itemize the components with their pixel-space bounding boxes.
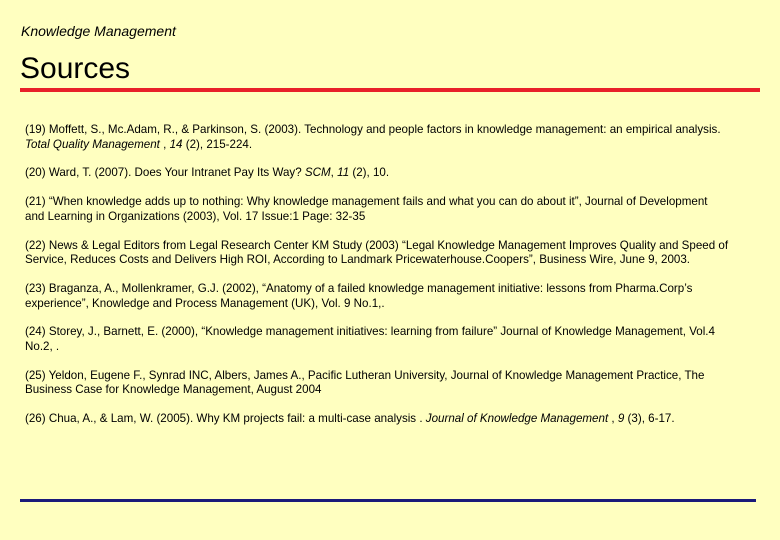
reference-text: (24) Storey, J., Barnett, E. (2000), “Knowledge management initiatives: learning from failure” Journal of Knowledge Management, Vol.4 No.2, .: [25, 325, 715, 353]
reference-item: [25, 325, 730, 354]
reference-italic-text: SCM: [304, 166, 331, 180]
reference-text: ,: [608, 412, 618, 426]
reference-italic-text: 14: [169, 137, 183, 151]
reference-text: (19) Moffett, S., Mc.Adam, R., & Parkinson, S. (2003). Technology and people factors in knowledge management: an empirical analysis.: [25, 123, 721, 136]
reference-text: (25) Yeldon, Eugene F., Synrad INC, Albers, James A., Pacific Lutheran University, Journal of Knowledge Management Practice, The Business Case for Knowledge Management, August 2004: [25, 368, 705, 397]
footer-divider: [20, 499, 756, 502]
reference-italic-text: Total Quality Management: [25, 137, 160, 151]
reference-item: [25, 195, 730, 224]
slide-title: Sources: [20, 52, 131, 85]
reference-item: [25, 369, 730, 398]
reference-italic-text: 11: [337, 166, 350, 180]
reference-text: (26) Chua, A., & Lam, W. (2005). Why KM projects fail: a multi-case analysis .: [25, 412, 426, 426]
reference-italic-text: 9: [617, 412, 625, 426]
reference-item: [25, 282, 730, 311]
reference-item: [25, 239, 730, 268]
reference-italic-text: Journal of Knowledge Management: [425, 412, 609, 426]
reference-text: ,: [330, 166, 338, 180]
reference-text: (20) Ward, T. (2007). Does Your Intranet Pay Its Way?: [25, 166, 305, 180]
reference-text: (3), 6-17.: [624, 412, 675, 426]
reference-text: (2), 10.: [349, 166, 390, 180]
reference-item: [25, 166, 730, 181]
reference-item: [25, 123, 730, 152]
reference-text: (23) Braganza, A., Mollenkramer, G.J. (2002), “Anatomy of a failed knowledge management initiative: lessons from Pharma.Corp’s experience”, Knowledge and Process Management (UK), Vol. 9 No.1,.: [25, 281, 693, 310]
title-divider: [20, 88, 760, 92]
slide-kicker: Knowledge Management: [21, 23, 176, 39]
reference-item: [25, 412, 730, 427]
reference-text: ,: [159, 137, 170, 151]
reference-text: (22) News & Legal Editors from Legal Research Center KM Study (2003) “Legal Knowledge Management Improves Quality and Speed of Service, Reduces Costs and Delivers High ROI, According to Landmark Pricewaterhouse.Coopers”, Business Wire, June 9, 2003.: [25, 238, 729, 267]
reference-text: (21) “When knowledge adds up to nothing: Why knowledge management fails and what you can do about it”, Journal of Development and Learning in Organizations (2003), Vol. 17 Issue:1 Page: 32-35: [25, 195, 708, 223]
reference-list: [25, 123, 730, 441]
reference-text: (2), 215-224.: [182, 137, 253, 151]
